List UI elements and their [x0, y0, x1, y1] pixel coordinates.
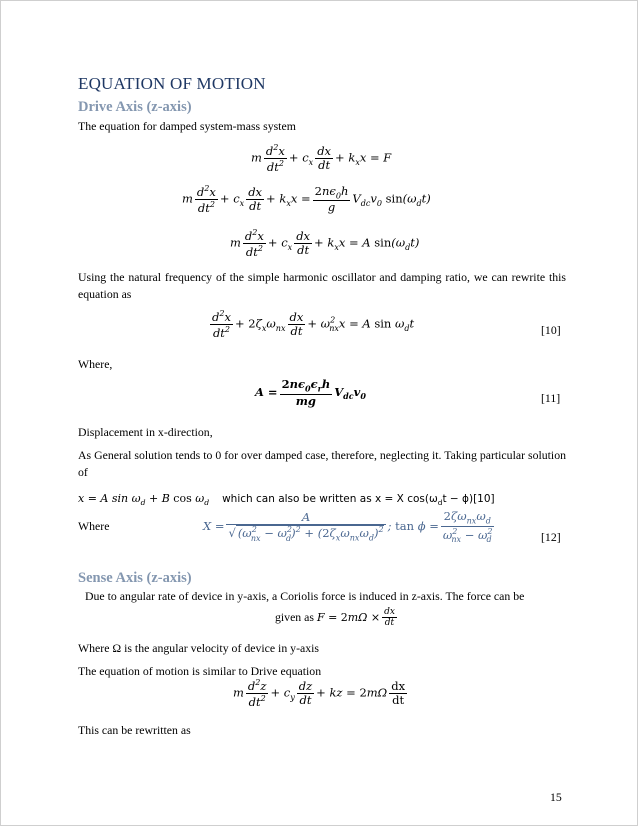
where-label: Where, [78, 357, 113, 371]
drive-intro: The equation for damped system-mass system [78, 119, 296, 133]
equation-damped-system: m $\frac{d^2x}{dt^2}$ + $c_x$ $\frac{dx}{dt}$ + $k_xx = F$ [251, 143, 392, 174]
equation-sense: m $\frac{d^2z}{dt^2}$ + $c_y$ $\frac{dz}{dt}$ + kz = 2mΩ $\frac{dx}{dt}$ [233, 678, 406, 709]
particular-solution-line: x = A $\sin \omega_d + B$ $\cos \omega_d$ which can also be written as x = X $\cos(\omega_dt - \phi)[10]$ [78, 492, 495, 508]
page-number: 15 [550, 790, 562, 804]
natural-frequency-text: Using the natural frequency of the simple harmonic oscillator and damping ratio, we can rewrite this equation as [78, 270, 566, 302]
equation-12: X = $\frac{A}{√ (\omega^2_{nx} - \omega^2_d)^2 + (2\zeta_x\omega_{nx}\omega_d)^2}$ ; tan ϕ = $\frac{2\zeta\omega_{nx}\omega_d}{\omega^2_{nx} - \omega^2_d}$ [203, 509, 493, 544]
similar-text: The equation of motion is similar to Drive equation [78, 664, 322, 678]
rewritten-text: This can be rewritten as [78, 723, 191, 737]
coriolis-text-1: Due to angular rate of device in y-axis, a Coriolis force is induced in z-axis. The force can be [85, 589, 525, 603]
section-heading: EQUATION OF MOTION [78, 74, 266, 93]
equation-10: $\frac{d^2x}{dt^2}$ + $2\zeta_x\omega_{nx}$ $\frac{dx}{dt}$ + $\omega^2_{nx}x = A$ $\sin \omega_dt$ [212, 309, 415, 340]
where-label-2: Where [78, 519, 110, 533]
sense-axis-heading: Sense Axis (z-axis) [78, 570, 192, 586]
equation-11-number: [11] [541, 391, 561, 405]
coriolis-text-2: given as F = 2mΩ × $\frac{dx}{dt}$ [275, 607, 395, 629]
drive-axis-heading: Drive Axis (z-axis) [78, 99, 192, 115]
general-solution-text: As General solution tends to 0 for over damped case, therefore, neglecting it. Taking particular solution of [78, 448, 566, 480]
omega-text: Where Ω is the angular velocity of device in y-axis [78, 641, 320, 655]
equation-drive-amplitude: m $\frac{d^2x}{dt^2}$ + $c_x$ $\frac{dx}{dt}$ + $k_xx = A$ $\sin(\omega_dt)$ [230, 228, 420, 259]
equation-drive-voltage: m $\frac{d^2x}{dt^2}$ + $c_x$ $\frac{dx}{dt}$ + $k_xx$ = $\frac{2n\epsilon_0h}{g}$ $V_{dc}v_0$ $\sin(\omega_dt)$ [182, 183, 431, 215]
equation-12-number: [12] [541, 530, 561, 544]
equation-11: A = $\frac{2n\epsilon_0\epsilon_rh}{mg}$ $V_{dc}v_0$ [255, 377, 366, 408]
displacement-text: Displacement in x-direction, [78, 425, 213, 439]
equation-10-number: [10] [541, 323, 561, 337]
